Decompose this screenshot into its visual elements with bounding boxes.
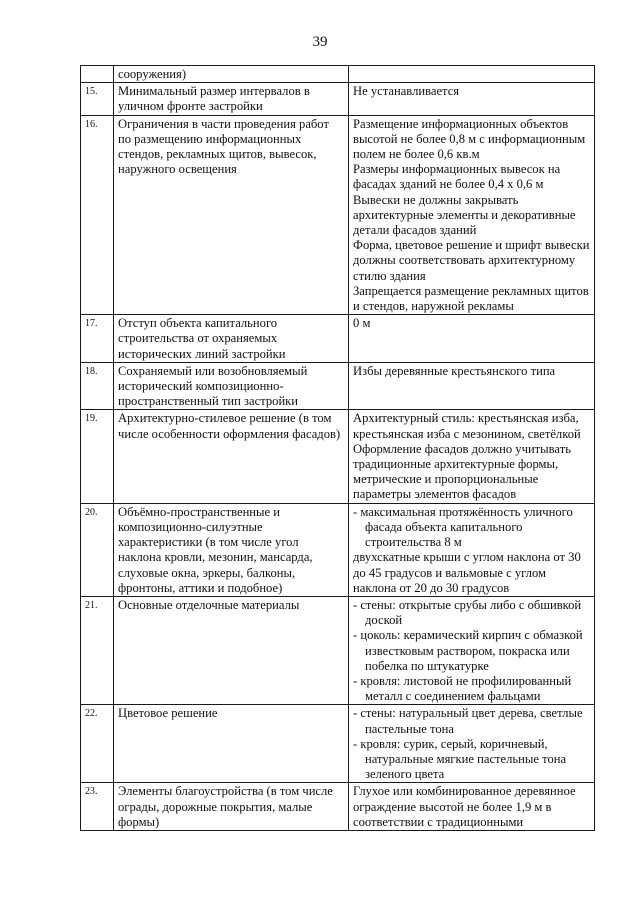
parameter-value: - максимальная протяжённость уличного фасада объекта капитального строительства 8 м: [353, 504, 573, 550]
row-number: 17.: [81, 315, 114, 363]
row-number: 15.: [81, 83, 114, 115]
parameter-value: Избы деревянные крестьянского типа: [353, 363, 556, 378]
parameter-name: Сохраняемый или возобновляемый исторический композиционно-пространственный тип застройки: [118, 363, 308, 409]
parameter-name: Объёмно-пространственные и композиционно-силуэтные характеристики (в том числе угол наклона кровли, мезонин, мансарда, слуховые окна, эркеры, балконы, фронтоны, аттики и подобное): [118, 504, 313, 595]
parameter-name: Отступ объекта капитального строительства от охраняемых исторических линий застройки: [118, 316, 286, 361]
row-number: 16.: [81, 115, 114, 315]
parameter-value: Форма, цветовое решение и шрифт вывески должны соответствовать архитектурному стилю здания: [353, 238, 590, 283]
parameter-name: Минимальный размер интервалов в уличном фронте застройки: [118, 84, 310, 114]
parameter-value: - стены: натуральный цвет дерева, светлые пастельные тона: [353, 706, 583, 736]
table-row: [81, 503, 595, 596]
table-row: [81, 115, 595, 315]
parameter-name-cell: [114, 705, 349, 783]
parameter-name-cell: [114, 596, 349, 704]
parameter-name: Архитектурно-стилевое решение (в том числе особенности оформления фасадов): [118, 411, 341, 441]
parameter-name: Ограничения в части проведения работ по размещению информационных стендов, рекламных щитов, вывесок, наружного освещения: [118, 116, 329, 177]
row-number: 19.: [81, 410, 114, 503]
parameter-value: Архитектурный стиль: крестьянская изба, крестьянская изба с мезонином, светёлкой: [353, 411, 581, 441]
parameter-value: Оформление фасадов должно учитывать традиционные архитектурные формы, метрические и пропорциональные параметры элементов фасадов: [353, 441, 571, 502]
row-number: 20.: [81, 503, 114, 596]
table-row: [81, 362, 595, 410]
parameter-name-cell: [114, 115, 349, 315]
parameter-name-cell: [114, 66, 349, 83]
parameter-value-cell: [349, 410, 595, 503]
parameter-name: сооружения): [118, 67, 187, 81]
parameter-name-cell: [114, 503, 349, 596]
table-row: [81, 596, 595, 704]
table-row: [81, 783, 595, 831]
parameter-value: 0 м: [353, 316, 371, 331]
parameter-value-cell: [349, 362, 595, 410]
parameter-value: Размещение информационных объектов высотой не более 0,8 м с информационным полем не более 0,6 кв.м: [353, 116, 586, 162]
parameter-name: Основные отделочные материалы: [118, 597, 300, 612]
parameter-value-cell: [349, 783, 595, 831]
parameter-name-cell: [114, 83, 349, 115]
table-row: [81, 315, 595, 363]
parameter-value: - цоколь: керамический кирпич с обмазкой известковым раствором, покраска или побелка по штукатурке: [353, 628, 583, 673]
parameter-value-cell: [349, 66, 595, 83]
table-row: [81, 83, 595, 115]
parameter-name-cell: [114, 410, 349, 503]
parameter-name: Элементы благоустройства (в том числе ограды, дорожные покрытия, малые формы): [118, 784, 333, 829]
page-number: 39: [312, 34, 328, 50]
parameter-value: - кровля: листовой не профилированный металл с соединением фальцами: [353, 673, 572, 704]
row-number: 23.: [81, 783, 114, 831]
parameter-name-cell: [114, 362, 349, 410]
row-number: 22.: [81, 705, 114, 783]
parameter-value-cell: [349, 596, 595, 704]
parameter-name-cell: [114, 315, 349, 363]
parameter-value-cell: [349, 705, 595, 783]
regulations-table: [80, 65, 595, 831]
parameter-value: Вывески не должны закрывать архитектурные элементы и декоративные детали фасадов зданий: [353, 192, 576, 238]
parameter-value: двухскатные крыши с углом наклона от 30 до 45 градусов и вальмовые с углом наклона от 20 до 30 градусов: [353, 550, 581, 595]
parameter-value-cell: [349, 115, 595, 315]
parameter-value-cell: [349, 503, 595, 596]
parameter-value: - кровля: сурик, серый, коричневый, натуральные мягкие пастельные тона зеленого цвета: [353, 736, 567, 782]
table-row: [81, 66, 595, 83]
row-number: 18.: [81, 362, 114, 410]
parameter-value: - стены: открытые срубы либо с обшивкой доской: [353, 597, 582, 628]
parameter-value-cell: [349, 315, 595, 363]
parameter-value: Запрещается размещение рекламных щитов и стендов, наружной рекламы: [353, 283, 589, 314]
parameter-name: Цветовое решение: [118, 706, 218, 721]
parameter-value: Не устанавливается: [353, 84, 460, 99]
parameter-name-cell: [114, 783, 349, 831]
table-row: [81, 705, 595, 783]
parameter-value-cell: [349, 83, 595, 115]
table-row: [81, 410, 595, 503]
row-number: [81, 66, 114, 83]
row-number: 21.: [81, 596, 114, 704]
parameter-value: Размеры информационных вывесок на фасадах зданий не более 0,4 х 0,6 м: [353, 162, 561, 192]
parameter-value: Глухое или комбинированное деревянное ограждение высотой не более 1,9 м в соответствии с традиционными: [353, 784, 576, 829]
